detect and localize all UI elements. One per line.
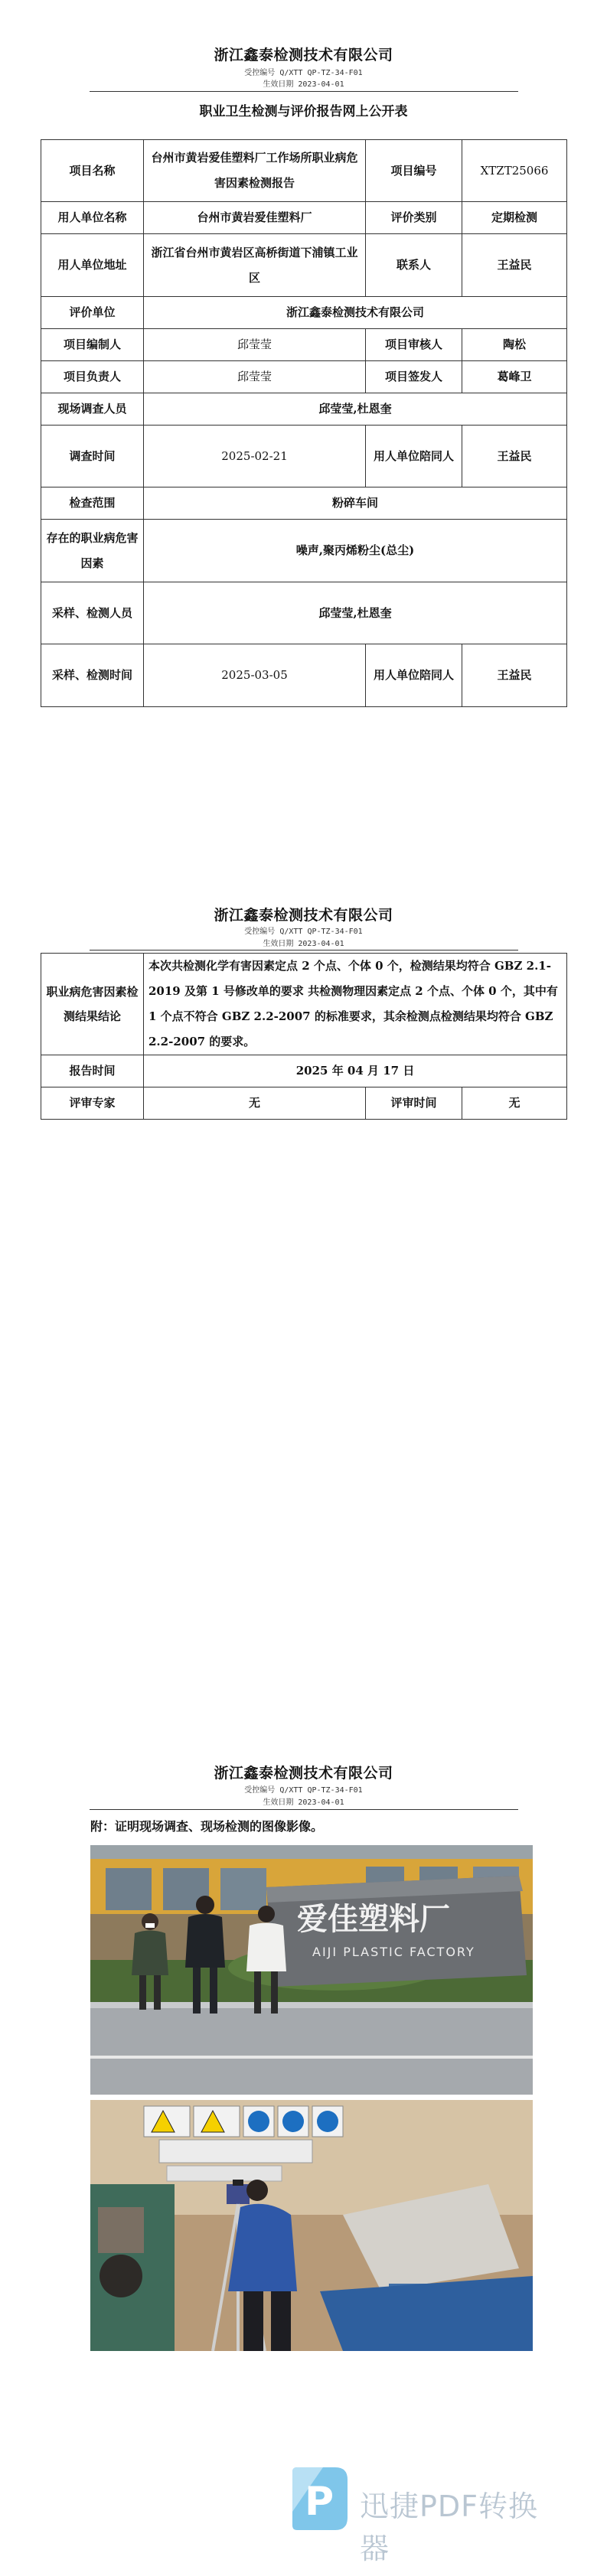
surveyors-label: 现场调查人员 (41, 393, 144, 426)
report-title: 职业卫生检测与评价报告网上公开表 (199, 104, 408, 119)
samplers: 邱莹莹,杜恩奎 (144, 582, 567, 644)
control-number-p2: 受控编号 Q/XTT QP-TZ-34-F01 (244, 928, 363, 936)
effective-date: 生效日期 2023-04-01 (263, 80, 344, 89)
pdf-converter-logo-letter: P (305, 2479, 335, 2525)
sampling-time-label: 采样、检测时间 (41, 644, 144, 707)
review-time-label: 评审时间 (366, 1087, 462, 1120)
survey-time-label: 调查时间 (41, 426, 144, 487)
samplers-label: 采样、检测人员 (41, 582, 144, 644)
report-time: 2025 年 04 月 17 日 (144, 1055, 567, 1087)
pdf-converter-watermark (289, 2466, 565, 2565)
evaluator: 浙江鑫泰检测技术有限公司 (144, 297, 567, 329)
site-survey-photo (90, 1845, 533, 2095)
employer-label: 用人单位名称 (41, 202, 144, 234)
sampling-time: 2025-03-05 (144, 644, 366, 707)
header-rule-p2 (90, 950, 518, 951)
control-number: 受控编号 Q/XTT QP-TZ-34-F01 (244, 69, 363, 77)
report-info-table (41, 139, 567, 707)
conclusion-label: 职业病危害因素检测结果结论 (41, 954, 144, 1055)
pdf-converter-logo-icon (289, 2466, 349, 2532)
conclusion-table (41, 953, 567, 1120)
survey-time: 2025-02-21 (144, 426, 366, 487)
accompany2: 王益民 (462, 644, 567, 707)
site-survey-photo-drawing (90, 1845, 533, 2095)
employer: 台州市黄岩爱佳塑料厂 (144, 202, 366, 234)
accompany-label: 用人单位陪同人 (366, 426, 462, 487)
address: 浙江省台州市黄岩区高桥街道下浦镇工业区 (144, 234, 366, 297)
project-no-label: 项目编号 (366, 140, 462, 202)
contact-label: 联系人 (366, 234, 462, 297)
accompany2-label: 用人单位陪同人 (366, 644, 462, 707)
factory-sign-en: AIJI PLASTIC FACTORY (312, 1945, 475, 1959)
company-name: 浙江鑫泰检测技术有限公司 (214, 47, 393, 64)
leader: 邱莹莹 (144, 361, 366, 393)
hazards-label: 存在的职业病危害因素 (41, 520, 144, 582)
reviewer: 陶松 (462, 329, 567, 361)
control-number-p3: 受控编号 Q/XTT QP-TZ-34-F01 (244, 1786, 363, 1795)
header-rule (90, 91, 518, 92)
effective-date-p2: 生效日期 2023-04-01 (263, 940, 344, 948)
review-time: 无 (462, 1087, 567, 1120)
surveyors: 邱莹莹,杜恩奎 (144, 393, 567, 426)
factory-sign-cn: 爱佳塑料厂 (297, 1902, 450, 1937)
issuer: 葛峰卫 (462, 361, 567, 393)
report-time-label: 报告时间 (41, 1055, 144, 1087)
eval-type-label: 评价类别 (366, 202, 462, 234)
compiler: 邱莹莹 (144, 329, 366, 361)
pdf-converter-text: 迅捷PDF转换器 (360, 2490, 539, 2565)
address-label: 用人单位地址 (41, 234, 144, 297)
reviewer-label: 项目审核人 (366, 329, 462, 361)
eval-type: 定期检测 (462, 202, 567, 234)
company-name-p3: 浙江鑫泰检测技术有限公司 (214, 1765, 393, 1782)
compiler-label: 项目编制人 (41, 329, 144, 361)
site-detection-photo-drawing (90, 2100, 533, 2351)
leader-label: 项目负责人 (41, 361, 144, 393)
accompany: 王益民 (462, 426, 567, 487)
conclusion: 本次共检测化学有害因素定点 2 个点、个体 0 个，检测结果均符合 GBZ 2.1-2019 及第 1 号修改单的要求 共检测物理因素定点 2 个点、个体 0 个，其中有 1 个点不符合 GBZ 2.2-2007 的标准要求，其余检测点检测结果均符合 GBZ 2.2-2007 的要求。 (144, 954, 567, 1055)
project-no: XTZT25066 (462, 140, 567, 202)
expert-label: 评审专家 (41, 1087, 144, 1120)
site-detection-photo (90, 2100, 533, 2351)
contact: 王益民 (462, 234, 567, 297)
header-rule-p3 (90, 1809, 518, 1810)
expert: 无 (144, 1087, 366, 1120)
scope: 粉碎车间 (144, 487, 567, 520)
project-name: 台州市黄岩爱佳塑料厂工作场所职业病危害因素检测报告 (144, 140, 366, 202)
company-name-p2: 浙江鑫泰检测技术有限公司 (214, 907, 393, 924)
annex-title: 附：证明现场调查、现场检测的图像影像。 (90, 1819, 324, 1834)
issuer-label: 项目签发人 (366, 361, 462, 393)
scope-label: 检查范围 (41, 487, 144, 520)
hazards: 噪声,聚丙烯粉尘(总尘) (144, 520, 567, 582)
evaluator-label: 评价单位 (41, 297, 144, 329)
project-name-label: 项目名称 (41, 140, 144, 202)
effective-date-p3: 生效日期 2023-04-01 (263, 1798, 344, 1807)
